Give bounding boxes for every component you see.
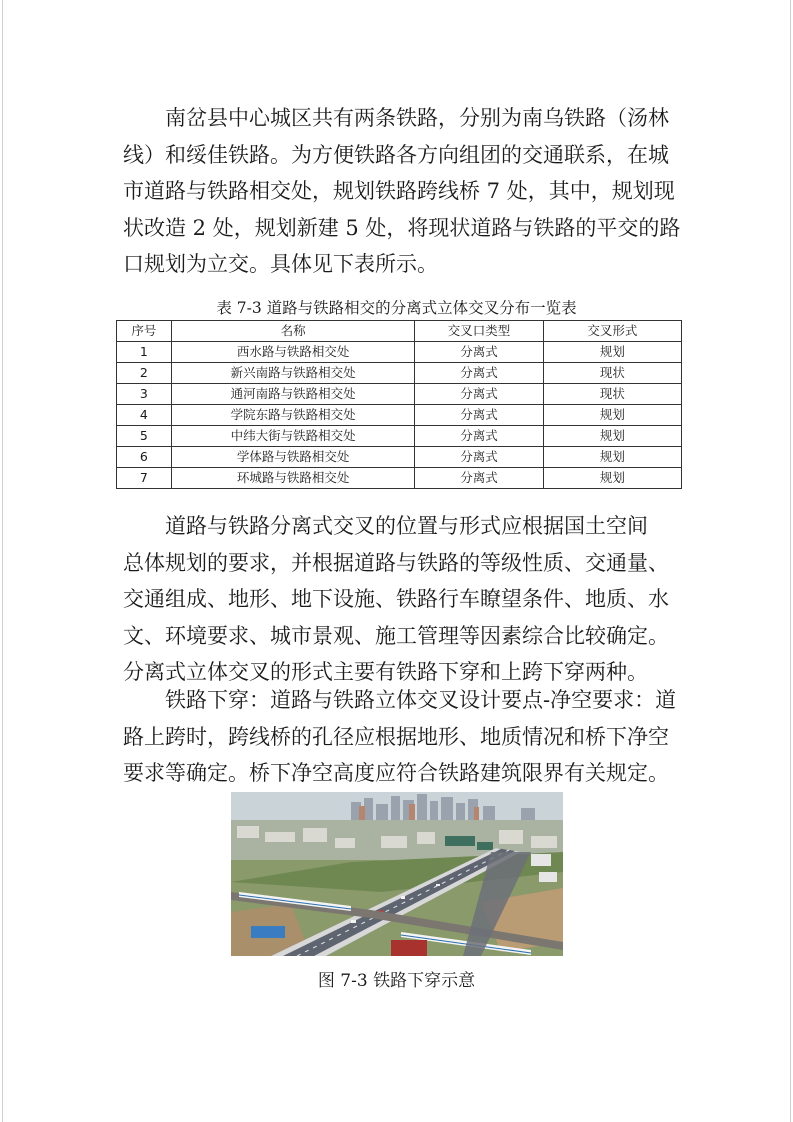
table-cell: 西水路与铁路相交处 xyxy=(171,342,415,363)
paragraph-line: 要求等确定。桥下净空高度应符合铁路建筑限界有关规定。 xyxy=(123,761,669,785)
figure-caption: 图 7-3 铁路下穿示意 xyxy=(317,971,476,991)
table-cell: 环城路与铁路相交处 xyxy=(171,468,415,489)
table-row xyxy=(117,468,682,489)
paragraph-railway-underpass xyxy=(123,682,675,792)
table-row xyxy=(117,384,682,405)
table-row xyxy=(117,363,682,384)
paragraph-line: 交通组成、地形、地下设施、铁路行车瞭望条件、地质、水 xyxy=(123,587,669,611)
paragraph-intro xyxy=(123,100,681,283)
table-cell: 通河南路与铁路相交处 xyxy=(171,384,415,405)
table-cell: 中纬大街与铁路相交处 xyxy=(171,426,415,447)
table-cell: 规划 xyxy=(543,405,681,426)
table-cell: 学体路与铁路相交处 xyxy=(171,447,415,468)
table-cell: 分离式 xyxy=(415,468,543,489)
table-cell: 分离式 xyxy=(415,447,543,468)
paragraph-line: 总体规划的要求，并根据道路与铁路的等级性质、交通量、 xyxy=(123,550,669,575)
table-cell: 规划 xyxy=(543,426,681,447)
table-cell: 分离式 xyxy=(415,342,543,363)
paragraph-line: 路上跨时，跨线桥的孔径应根据地形、地质情况和桥下净空 xyxy=(123,724,669,749)
page-edge-left xyxy=(2,0,3,1122)
paragraph-line: 市道路与铁路相交处，规划铁路跨线桥 7 处，其中，规划现 xyxy=(123,179,675,203)
paragraph-crossing-criteria xyxy=(123,508,675,691)
table-cell: 分离式 xyxy=(415,426,543,447)
header-cell-form: 交叉形式 xyxy=(543,321,681,342)
paragraph-line: 南岔县中心城区共有两条铁路，分别为南乌铁路（汤林 xyxy=(165,106,669,130)
table-cell: 1 xyxy=(117,342,172,363)
table-title: 表 7-3 道路与铁路相交的分离式立体交叉分布一览表 xyxy=(216,299,577,317)
table-cell: 2 xyxy=(117,363,172,384)
table-cell: 分离式 xyxy=(415,405,543,426)
table-cell: 规划 xyxy=(543,468,681,489)
table-cell: 6 xyxy=(117,447,172,468)
header-cell-name: 名称 xyxy=(171,321,415,342)
paragraph-line: 线）和绥佳铁路。为方便铁路各方向组团的交通联系，在城 xyxy=(123,142,669,167)
paragraph-line: 铁路下穿：道路与铁路立体交叉设计要点-净空要求：道 xyxy=(165,688,677,712)
paragraph-line: 状改造 2 处，规划新建 5 处，将现状道路与铁路的平交的路 xyxy=(123,215,681,240)
table-row xyxy=(117,342,682,363)
table-cell: 现状 xyxy=(543,363,681,384)
table-header-row xyxy=(117,321,682,342)
table-cell: 5 xyxy=(117,426,172,447)
table-cell: 新兴南路与铁路相交处 xyxy=(171,363,415,384)
table-cell: 4 xyxy=(117,405,172,426)
railway-overpass-photo xyxy=(231,792,563,956)
paragraph-line: 口规划为立交。具体见下表所示。 xyxy=(123,252,438,276)
header-cell-type: 交叉口类型 xyxy=(415,321,543,342)
paragraph-line: 文、环境要求、城市景观、施工管理等因素综合比较确定。 xyxy=(123,623,669,648)
table-cell: 分离式 xyxy=(415,384,543,405)
table-cell: 规划 xyxy=(543,447,681,468)
paragraph-line: 道路与铁路分离式交叉的位置与形式应根据国土空间 xyxy=(165,514,648,538)
table-cell: 3 xyxy=(117,384,172,405)
crossing-distribution-table xyxy=(116,320,682,489)
header-cell-index: 序号 xyxy=(117,321,172,342)
table-cell: 分离式 xyxy=(415,363,543,384)
table-cell: 规划 xyxy=(543,342,681,363)
table-row xyxy=(117,447,682,468)
table-cell: 学院东路与铁路相交处 xyxy=(171,405,415,426)
table-cell: 现状 xyxy=(543,384,681,405)
table-row xyxy=(117,405,682,426)
page-edge-right xyxy=(790,0,791,1122)
table-cell: 7 xyxy=(117,468,172,489)
paragraph-line: 分离式立体交叉的形式主要有铁路下穿和上跨下穿两种。 xyxy=(123,660,648,684)
table-row xyxy=(117,426,682,447)
